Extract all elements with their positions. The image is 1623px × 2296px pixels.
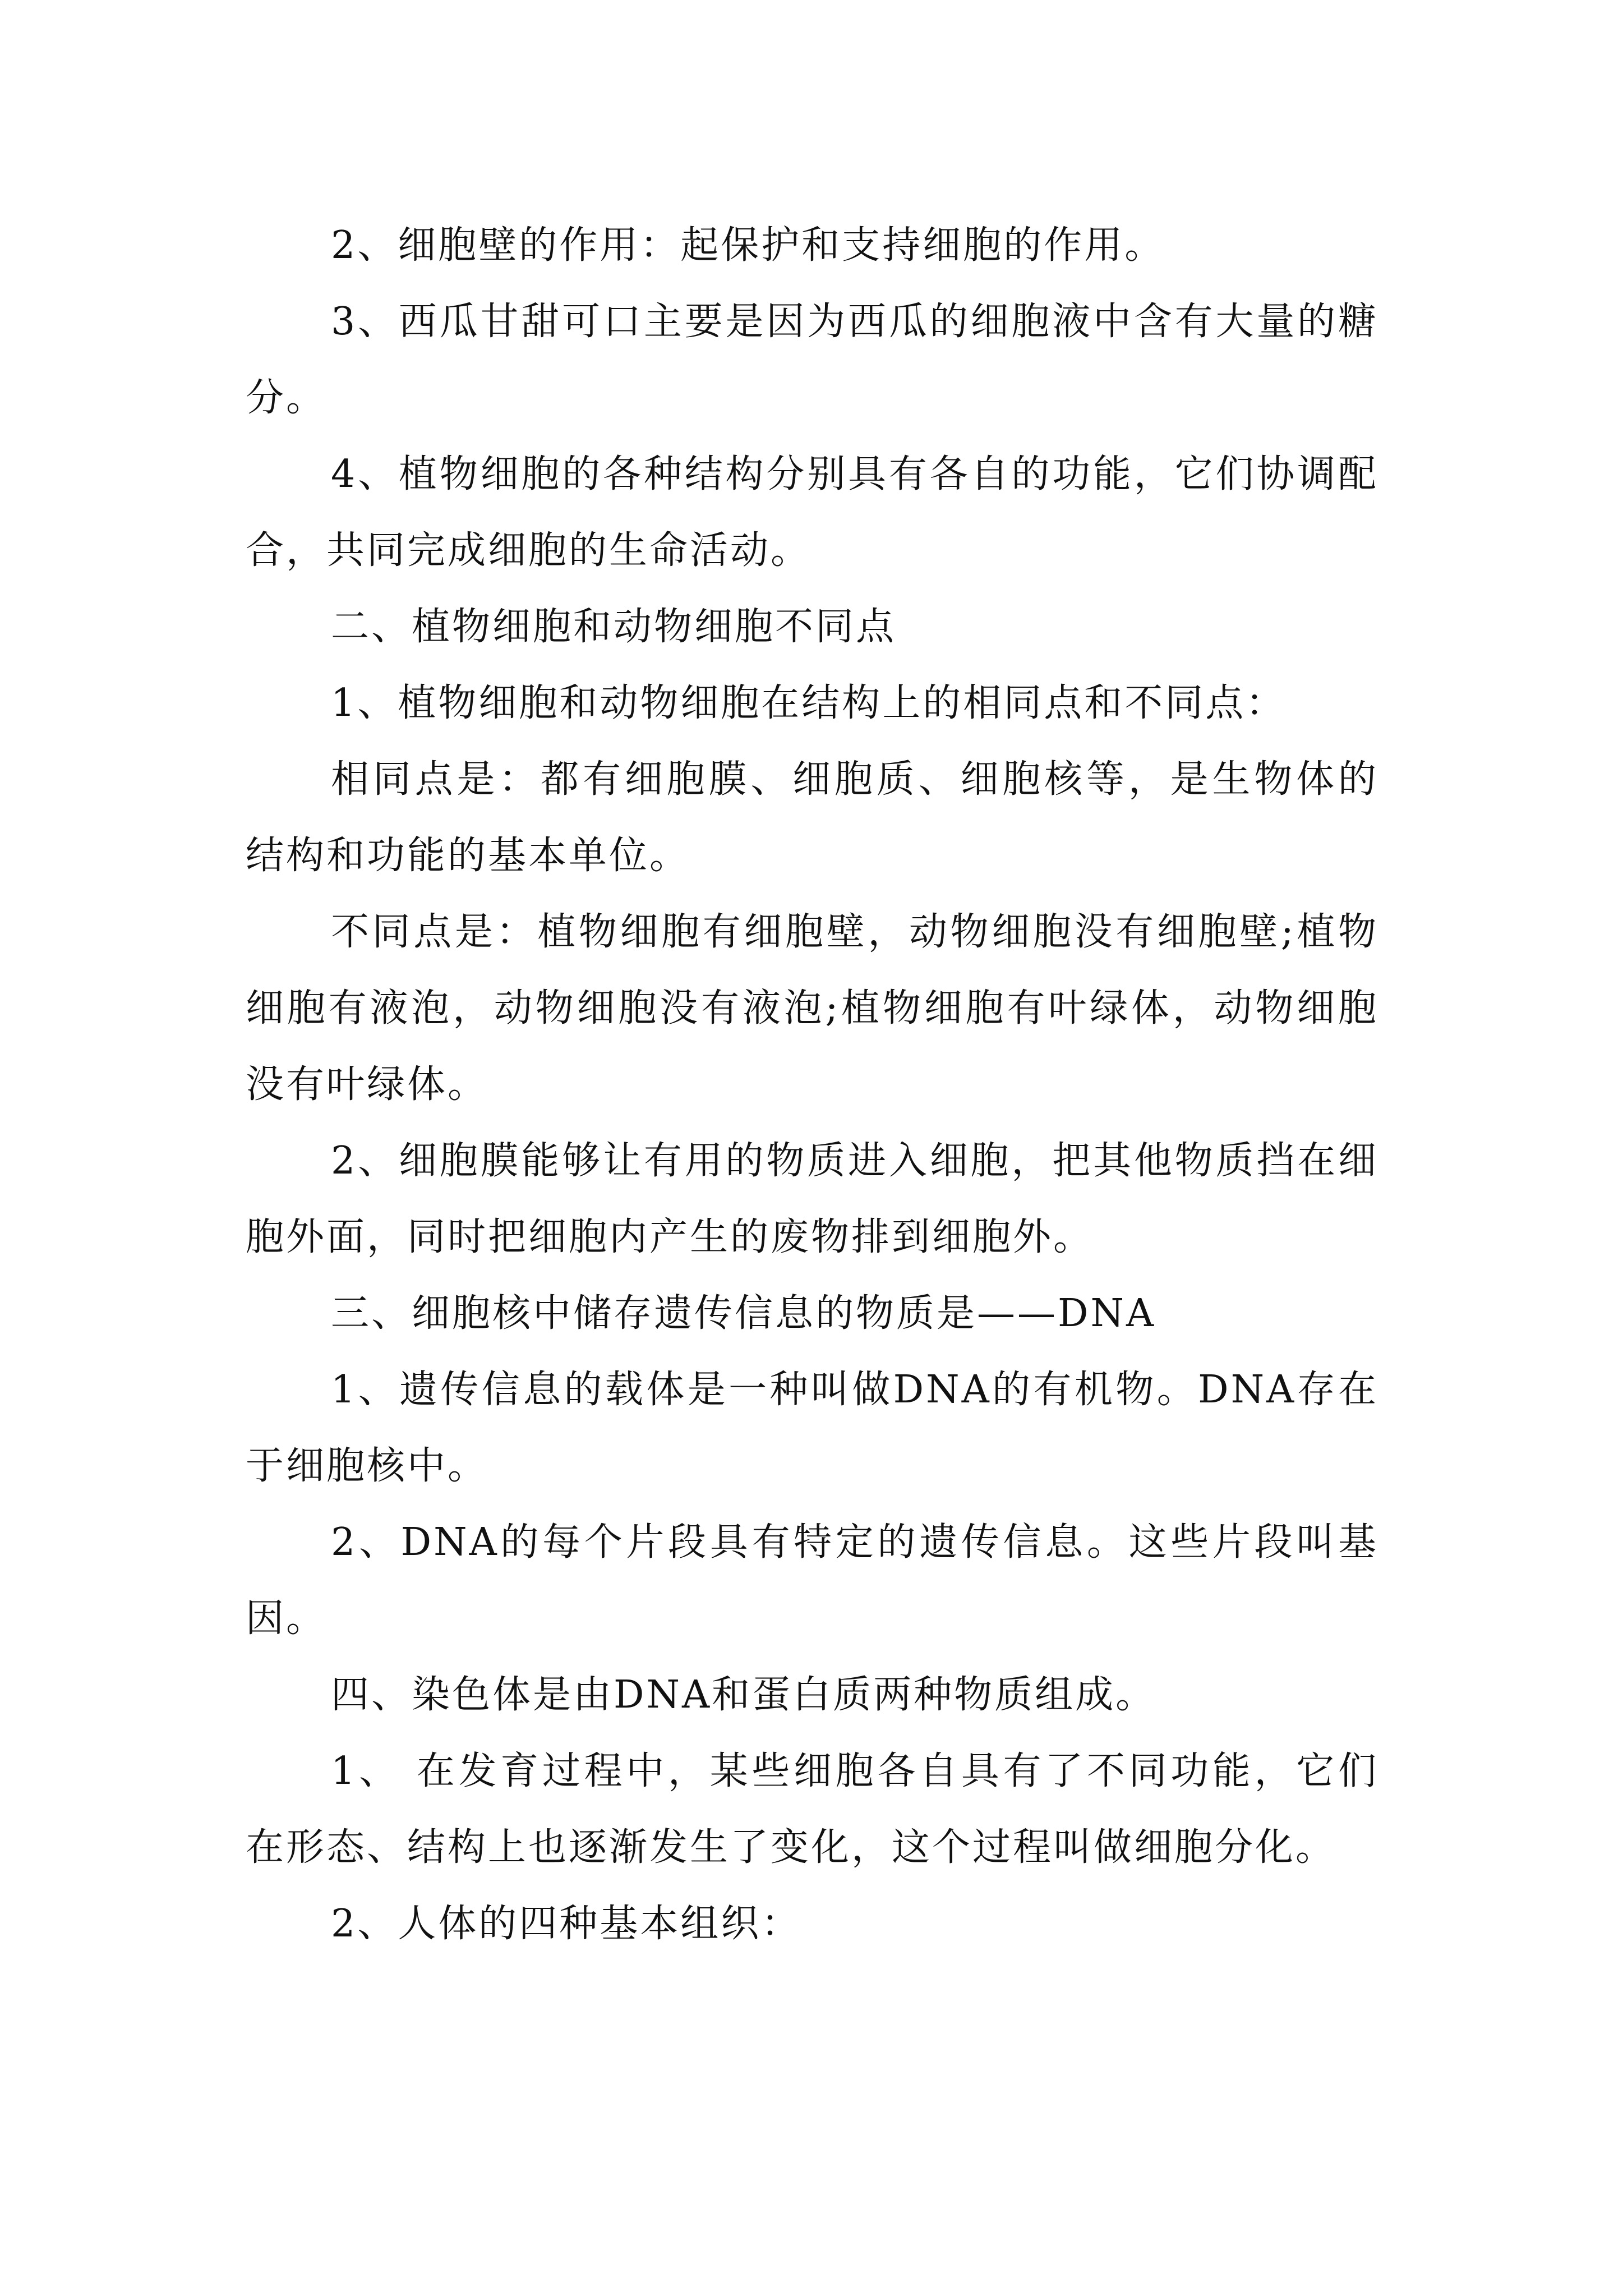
section-heading-chromosome: 四、染色体是由DNA和蛋白质两种物质组成。	[331, 1673, 1156, 1717]
paragraph-similarities: 相同点是：都有细胞膜、细胞质、细胞核等，是生物体的结构和功能的基本单位。	[246, 757, 1378, 878]
section-heading-dna: 三、细胞核中储存遗传信息的物质是——DNA	[331, 1291, 1156, 1336]
paragraph-cell-differentiation: 1、 在发育过程中，某些细胞各自具有了不同功能，它们在形态、结构上也逐渐发生了变化，这个过程叫做细胞分化。	[246, 1749, 1378, 1870]
paragraph-cell-membrane: 2、细胞膜能够让有用的物质进入细胞，把其他物质挡在细胞外面，同时把细胞内产生的废物排到细胞外。	[246, 1139, 1378, 1259]
section-heading-plant-vs-animal: 二、植物细胞和动物细胞不同点	[331, 605, 897, 649]
paragraph-four-tissues: 2、人体的四种基本组织：	[331, 1902, 802, 1946]
paragraph-genes: 2、DNA的每个片段具有特定的遗传信息。这些片段叫基因。	[246, 1520, 1378, 1641]
paragraph-watermelon-sugar: 3、西瓜甘甜可口主要是因为西瓜的细胞液中含有大量的糖分。	[246, 300, 1378, 420]
paragraph-dna-carrier: 1、遗传信息的载体是一种叫做DNA的有机物。DNA存在于细胞核中。	[246, 1368, 1378, 1488]
paragraph-similarities-differences-intro: 1、植物细胞和动物细胞在结构上的相同点和不同点：	[331, 681, 1287, 725]
paragraph-plant-cell-structures: 4、植物细胞的各种结构分别具有各自的功能，它们协调配合，共同完成细胞的生命活动。	[246, 452, 1378, 573]
paragraph-differences: 不同点是：植物细胞有细胞壁，动物细胞没有细胞壁;植物细胞有液泡，动物细胞没有液泡;植物细胞有叶绿体，动物细胞没有叶绿体。	[246, 910, 1378, 1107]
document-body	[246, 208, 1378, 1962]
paragraph-cell-wall-function: 2、细胞壁的作用：起保护和支持细胞的作用。	[331, 223, 1165, 268]
